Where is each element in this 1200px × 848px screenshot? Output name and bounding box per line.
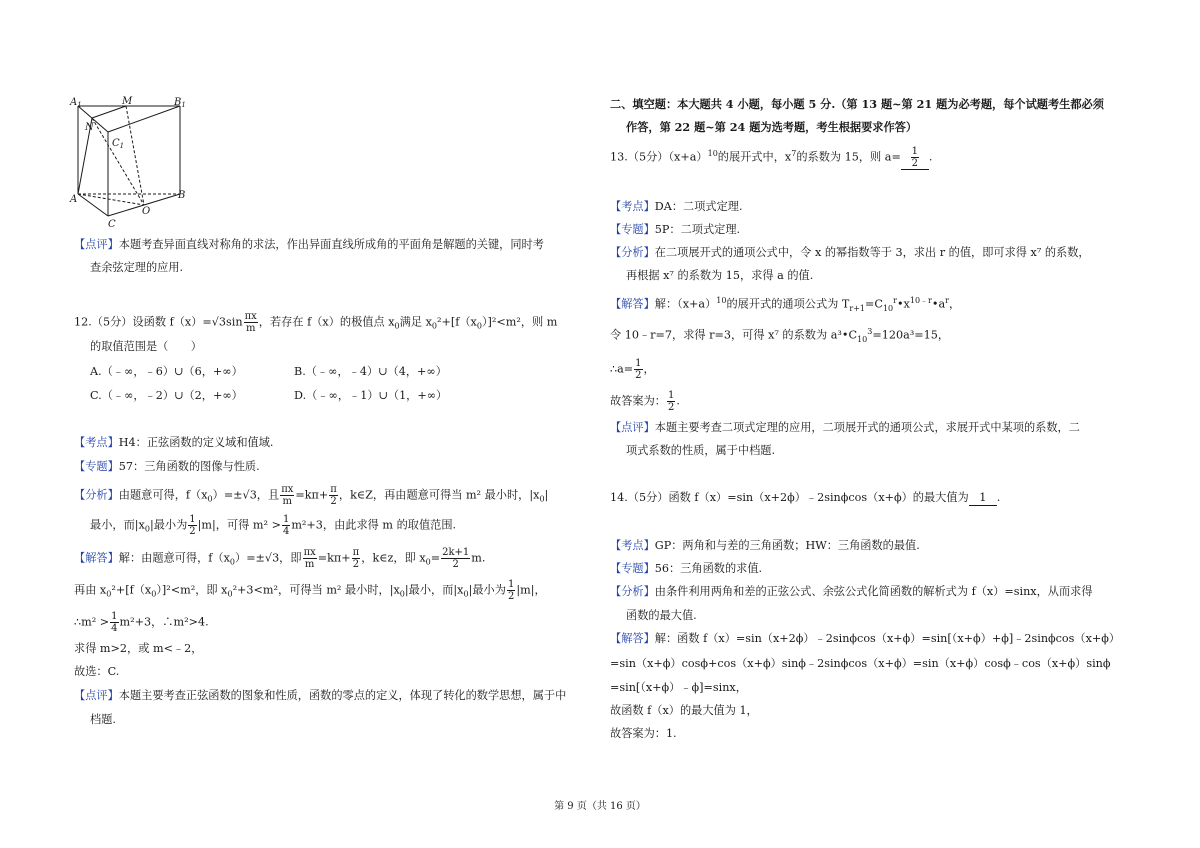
q11-comment-line2: 查余弦定理的应用. <box>90 261 184 274</box>
label-a: A <box>70 194 78 205</box>
q12-jieda-line5: 故选：C. <box>74 665 120 678</box>
q12-kaodian: 【考点】H4：正弦函数的定义域和值域. <box>74 436 274 449</box>
q12-dianping-line2: 档题. <box>90 713 116 726</box>
edge-a-c <box>78 194 108 216</box>
q12-stem-line1: 12.（5分）设函数 f（x）=√3sin $\frac{\pi x}{m}$ ，若存在 f（x）的极值点 $x_0$满足 $x_0^2+[f(x_0)]^2<m^2$，则 m <box>74 311 558 334</box>
seg-a-o-dashed <box>78 194 144 205</box>
fraction: $\frac{1}{4}$ <box>111 611 118 634</box>
q14-jieda-line1: 【解答】解：函数 f（x）=sin（x+2ϕ）﹣2sinϕcos（x+ϕ）=sin[（x+ϕ）+ϕ]﹣2sinϕcos（x+ϕ） <box>610 632 1121 645</box>
q12-dianping-line1: 【点评】本题主要考查正弦函数的图象和性质，函数的零点的定义，体现了转化的数学思想，属于中 <box>74 689 567 702</box>
q14-zhuanti: 【专题】56：三角函数的求值. <box>610 562 763 575</box>
q13-jieda-line4: 故答案为： $\frac{1}{2}$ . <box>610 390 680 413</box>
q12-option-a: A.（﹣∞，﹣6）∪（6，+∞） <box>90 365 243 378</box>
q12-fenxi-line2: 最小，而$|x_0|$最小为 $\frac{1}{2}$ |m|，可得 m² > $\frac{1}{4}$ m²+3，由此求得 m 的取值范围. <box>90 514 457 537</box>
label-c: C <box>108 219 116 230</box>
q12-jieda-line2: 再由 $x_0^2+[f(x_0)]^2<m^2$，即 $x_0^2+3<m^2$，可得当 m² 最小时，$|x_0|$最小，而$|x_0|$最小为 $\frac{1}{2}$ |m|， <box>74 579 546 602</box>
q14-kaodian: 【考点】GP：两角和与差的三角函数；HW：三角函数的最值. <box>610 539 920 552</box>
q13-zhuanti: 【专题】5P：二项式定理. <box>610 223 741 236</box>
fraction: $\frac{\pi}{2}$ <box>352 547 360 570</box>
seg-m-o-dashed <box>126 106 144 205</box>
q12-option-b: B.（﹣∞，﹣4）∪（4，+∞） <box>294 365 447 378</box>
q13-jieda-line1: 【解答】解：$(x+a)^{10}$的展开式的通项公式为 $T_{r+1}=C_{10}^r•x^{10﹣r}•a^r$， <box>610 296 961 313</box>
label-n: N <box>85 122 94 133</box>
section-title-line2: 作答，第 22 题~第 24 题为选考题，考生根据要求作答） <box>626 120 918 134</box>
seg-m-n <box>92 106 126 118</box>
fraction: $\frac{2k+1}{2}$ <box>442 547 470 570</box>
fraction: $\frac{\pi x}{m}$ <box>244 311 257 334</box>
q12-jieda-line4: 求得 m>2，或 m<﹣2， <box>74 642 203 655</box>
label-b: B <box>178 190 186 201</box>
q13-jieda-line2: 令 10﹣r=7，求得 r=3，可得 x⁷ 的系数为 $a^3•C_{10}^3=120a^3=15$， <box>610 327 950 344</box>
prism-figure <box>68 96 198 230</box>
answer-blank <box>901 146 929 170</box>
q14-fenxi-line2: 函数的最大值. <box>626 609 697 622</box>
fraction: $\frac{\pi x}{m}$ <box>303 547 316 570</box>
edge-c1-b1 <box>108 106 180 132</box>
fraction: $\frac{1}{2}$ <box>667 390 675 413</box>
q13-kaodian: 【考点】DA：二项式定理. <box>610 200 743 213</box>
fraction: $\frac{1}{2}$ <box>507 579 515 602</box>
q12-jieda-line3: ∴m² > $\frac{1}{4}$ m²+3，∴m²>4. <box>74 611 209 634</box>
label-b1: $B_1$ <box>174 97 186 109</box>
fraction: $\frac{1}{2}$ <box>635 358 642 381</box>
q12-zhuanti: 【专题】57：三角函数的图像与性质. <box>74 460 260 473</box>
label-a1: $A_1$ <box>70 97 82 109</box>
q13-dianping-line2: 项式系数的性质，属于中档题. <box>626 444 775 457</box>
q14-jieda-line3: =sin[（x+ϕ）﹣ϕ]=sinx， <box>610 681 747 694</box>
q14-jieda-line5: 故答案为：1. <box>610 727 677 740</box>
q12-fenxi-line1: 【分析】由题意可得，$f(x_0)=\pm√3$，且 $\frac{\pi x}{m}$ =kπ+ $\frac{\pi}{2}$ ，k∈Z，再由题意可得当 m² 最小时，$|x_0|$ <box>74 484 549 507</box>
q11-comment-line1: 【点评】本题考查异面直线对称角的求法，作出异面直线所成角的平面角是解题的关键，同时考 <box>74 238 544 251</box>
q12-stem-line2: 的取值范围是（ ） <box>90 340 202 353</box>
q14-fenxi-line1: 【分析】由条件利用两角和差的正弦公式、余弦公式化简函数的解析式为 f（x）=sinx，从而求得 <box>610 585 1093 598</box>
fraction: $\frac{\pi}{2}$ <box>330 484 337 507</box>
q12-option-d: D.（﹣∞，﹣1）∪（1，+∞） <box>294 389 448 402</box>
label-o: O <box>142 206 151 217</box>
q12-option-c: C.（﹣∞，﹣2）∪（2，+∞） <box>90 389 243 402</box>
q14-jieda-line2: =sin（x+ϕ）cosϕ+cos（x+ϕ）sinϕ﹣2sinϕcos（x+ϕ）=sin（x+ϕ）cosϕ﹣cos（x+ϕ）sinϕ <box>610 657 1111 670</box>
q13-stem: 13.（5分）$(x+a)^{10}$的展开式中，$x^7$的系数为 15，则 a= $\frac{1}{2}$ . <box>610 146 933 170</box>
fraction: $\frac{\pi x}{m}$ <box>281 484 294 507</box>
q13-fenxi-line1: 【分析】在二项展开式的通项公式中，令 x 的幂指数等于 3，求出 r 的值，即可求得 x⁷ 的系数， <box>610 246 1090 259</box>
label-c1: $C_1$ <box>112 138 125 150</box>
fraction: $\frac{1}{2}$ <box>189 514 196 537</box>
q13-dianping-line1: 【点评】本题主要考查二项式定理的应用，二项展开式的通项公式，求展开式中某项的系数，二 <box>610 421 1080 434</box>
q13-jieda-line3: ∴a= $\frac{1}{2}$ ， <box>610 358 655 381</box>
answer-blank: 1 <box>969 490 997 506</box>
q13-fenxi-line2: 再根据 x⁷ 的系数为 15，求得 a 的值. <box>626 269 814 282</box>
fraction: $\frac{1}{2}$ <box>911 146 919 170</box>
label-m: M <box>122 96 133 107</box>
q14-jieda-line4: 故函数 f（x）的最大值为 1， <box>610 704 758 717</box>
q14-stem: 14.（5分）函数 f（x）=sin（x+2ϕ）﹣2sinϕcos（x+ϕ）的最大值为 1 . <box>610 491 1001 504</box>
page-footer: 第 9 页（共 16 页） <box>554 801 646 812</box>
fraction: $\frac{1}{4}$ <box>282 514 290 537</box>
q12-jieda-line1: 【解答】解：由题意可得，$f(x_0)=\pm√3$，即 $\frac{\pi x}{m}$ =kπ+ $\frac{\pi}{2}$ ，k∈z，即 $x_0=$ $\frac{2k+1}{2}$ m. <box>74 547 486 570</box>
section-title-line1: 二、填空题：本大题共 4 小题，每小题 5 分.（第 13 题~第 21 题为必考题，每个试题考生都必须 <box>610 97 1104 111</box>
